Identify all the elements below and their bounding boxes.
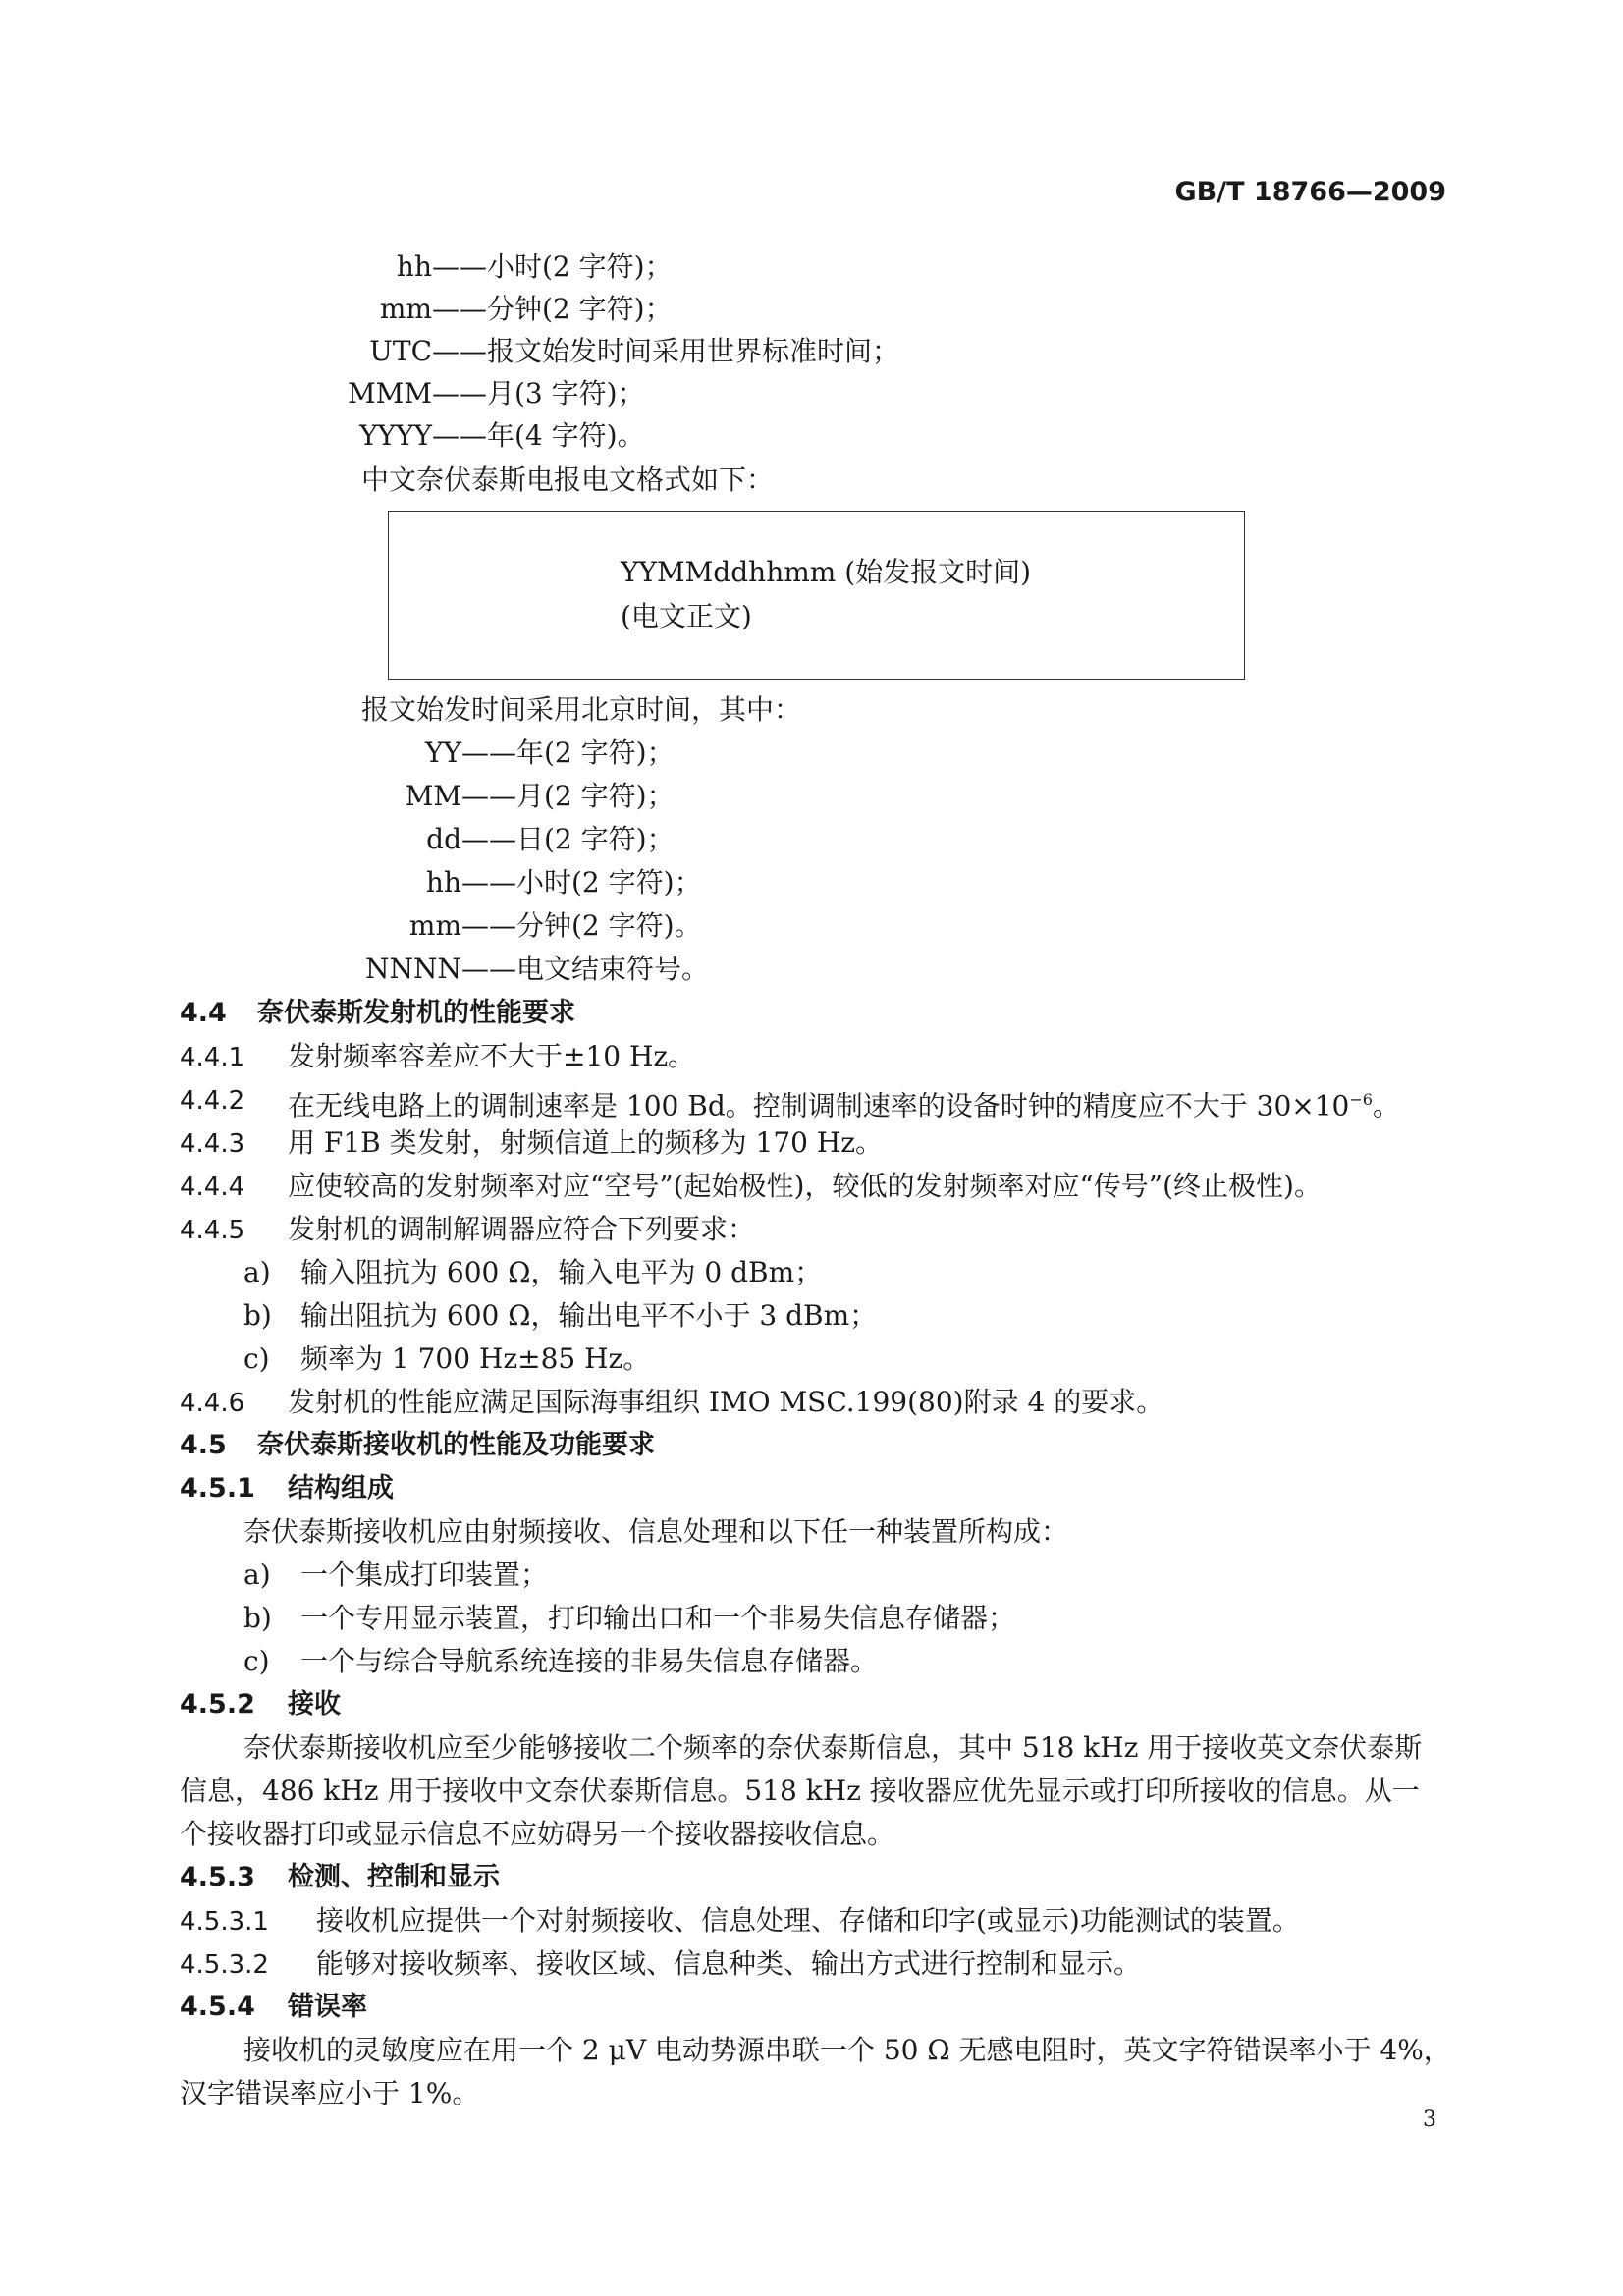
clause-text: 发射机的性能应满足国际海事组织 IMO MSC.199(80)附录 4 的要求。 xyxy=(288,1386,1164,1418)
definition-key: MMM xyxy=(347,377,432,410)
clause-text-tail: 。 xyxy=(1372,1089,1400,1122)
definition-desc: ——年(4 字符)。 xyxy=(432,419,645,452)
list-item: 一个集成打印装置； xyxy=(300,1558,549,1591)
clause-number: 4.4.2 xyxy=(180,1086,245,1116)
clause-number: 4.4.4 xyxy=(180,1173,245,1202)
subsection-number: 4.5.4 xyxy=(180,1992,255,2022)
message-format-box xyxy=(388,511,1245,680)
list-label: a) xyxy=(243,1256,271,1288)
paragraph: 奈伏泰斯接收机应由射频接收、信息处理和以下任一种装置所构成： xyxy=(243,1515,1069,1548)
definition-desc: ——日(2 字符)； xyxy=(461,823,675,855)
definition-key: mm xyxy=(379,293,432,325)
section-title: 奈伏泰斯接收机的性能及功能要求 xyxy=(257,1430,655,1460)
list-item: 一个专用显示装置，打印输出口和一个非易失信息存储器； xyxy=(300,1602,1016,1634)
list-item: 输入阻抗为 600 Ω，输入电平为 0 dBm； xyxy=(300,1256,823,1288)
definition-key: YY xyxy=(425,737,461,769)
definition-desc: ——分钟(2 字符)； xyxy=(432,293,673,325)
format-line-body: (电文正文) xyxy=(621,600,752,632)
definition-desc: ——月(2 字符)； xyxy=(461,780,675,812)
clause-text-with-exponent xyxy=(288,1083,1400,1122)
definition-desc: ——月(3 字符)； xyxy=(432,377,645,410)
definition-key: mm xyxy=(408,909,461,942)
list-label: b) xyxy=(243,1299,272,1332)
definition-key: hh xyxy=(396,250,432,283)
subsection-number: 4.5.2 xyxy=(180,1689,255,1720)
clause-text: 接收机应提供一个对射频接收、信息处理、存储和印字(或显示)功能测试的装置。 xyxy=(316,1904,1300,1937)
page-number: 3 xyxy=(1423,2107,1436,2132)
clause-text: 发射机的调制解调器应符合下列要求： xyxy=(288,1213,756,1245)
definition-key: UTC xyxy=(369,335,432,367)
definition-desc: ——年(2 字符)； xyxy=(461,737,675,769)
clause-text: 用 F1B 类发射，射频信道上的频移为 170 Hz。 xyxy=(288,1126,884,1159)
clause-text: 应使较高的发射频率对应“空号”(起始极性)，较低的发射频率对应“传号”(终止极性)。 xyxy=(288,1170,1322,1202)
definition-key: MM xyxy=(405,780,461,812)
definition-desc: ——报文始发时间采用世界标准时间； xyxy=(432,335,900,367)
format-line-time: YYMMddhhmm (始发报文时间) xyxy=(621,556,1032,588)
subsection-number: 4.5.1 xyxy=(180,1473,255,1503)
definition-desc: ——小时(2 字符)； xyxy=(461,866,702,899)
clause-text: 在无线电路上的调制速率是 100 Bd。控制调制速率的设备时钟的精度应不大于 30×10 xyxy=(288,1089,1350,1122)
paragraph-line: 接收机的灵敏度应在用一个 2 μV 电动势源串联一个 50 Ω 无感电阻时，英文字符错误率小于 4%， xyxy=(243,2034,1451,2066)
definition-key: YYYY xyxy=(359,419,432,452)
clause-number: 4.4.6 xyxy=(180,1389,245,1418)
clause-number: 4.4.3 xyxy=(180,1129,245,1159)
subsection-title: 检测、控制和显示 xyxy=(288,1862,500,1892)
subsection-title: 错误率 xyxy=(288,1992,367,2022)
definition-key: NNNN xyxy=(365,953,461,985)
section-title: 奈伏泰斯发射机的性能要求 xyxy=(257,998,575,1028)
list-item: 输出阻抗为 600 Ω，输出电平不小于 3 dBm； xyxy=(300,1299,878,1332)
list-label: c) xyxy=(243,1645,270,1677)
subsection-title: 结构组成 xyxy=(288,1473,394,1503)
document-number: GB/T 18766—2009 xyxy=(1174,177,1446,207)
subsection-number: 4.5.3 xyxy=(180,1862,255,1892)
list-item: 一个与综合导航系统连接的非易失信息存储器。 xyxy=(300,1645,879,1677)
clause-text: 发射频率容差应不大于±10 Hz。 xyxy=(288,1040,696,1072)
list-label: b) xyxy=(243,1602,272,1634)
paragraph-line: 汉字错误率应小于 1%。 xyxy=(180,2077,480,2109)
clause-number: 4.4.1 xyxy=(180,1043,245,1072)
definition-key: hh xyxy=(425,866,461,899)
paragraph-line: 奈伏泰斯接收机应至少能够接收二个频率的奈伏泰斯信息，其中 518 kHz 用于接收英文奈伏泰斯 xyxy=(243,1731,1423,1764)
clause-number: 4.4.5 xyxy=(180,1216,245,1245)
section-number: 4.4 xyxy=(180,998,227,1028)
definition-key: dd xyxy=(426,823,461,855)
list-label: a) xyxy=(243,1558,271,1591)
definition-desc: ——分钟(2 字符)。 xyxy=(461,909,702,942)
cn-format-intro: 中文奈伏泰斯电报电文格式如下： xyxy=(361,464,775,496)
clause-text: 能够对接收频率、接收区域、信息种类、输出方式进行控制和显示。 xyxy=(316,1947,1142,1980)
list-label: c) xyxy=(243,1342,270,1375)
exponent: −6 xyxy=(1349,1090,1373,1109)
clause-number: 4.5.3.1 xyxy=(180,1907,269,1937)
beijing-time-intro: 报文始发时间采用北京时间，其中： xyxy=(361,693,802,726)
definition-desc: ——小时(2 字符)； xyxy=(432,250,673,283)
list-item: 频率为 1 700 Hz±85 Hz。 xyxy=(300,1342,651,1375)
definition-desc: ——电文结束符号。 xyxy=(461,953,710,985)
subsection-title: 接收 xyxy=(288,1689,341,1720)
section-number: 4.5 xyxy=(180,1430,227,1460)
clause-number: 4.5.3.2 xyxy=(180,1950,269,1980)
paragraph-line: 个接收器打印或显示信息不应妨碍另一个接收器接收信息。 xyxy=(180,1818,895,1850)
paragraph-line: 信息，486 kHz 用于接收中文奈伏泰斯信息。518 kHz 接收器应优先显示或打印所接收的信息。从一 xyxy=(180,1775,1420,1807)
